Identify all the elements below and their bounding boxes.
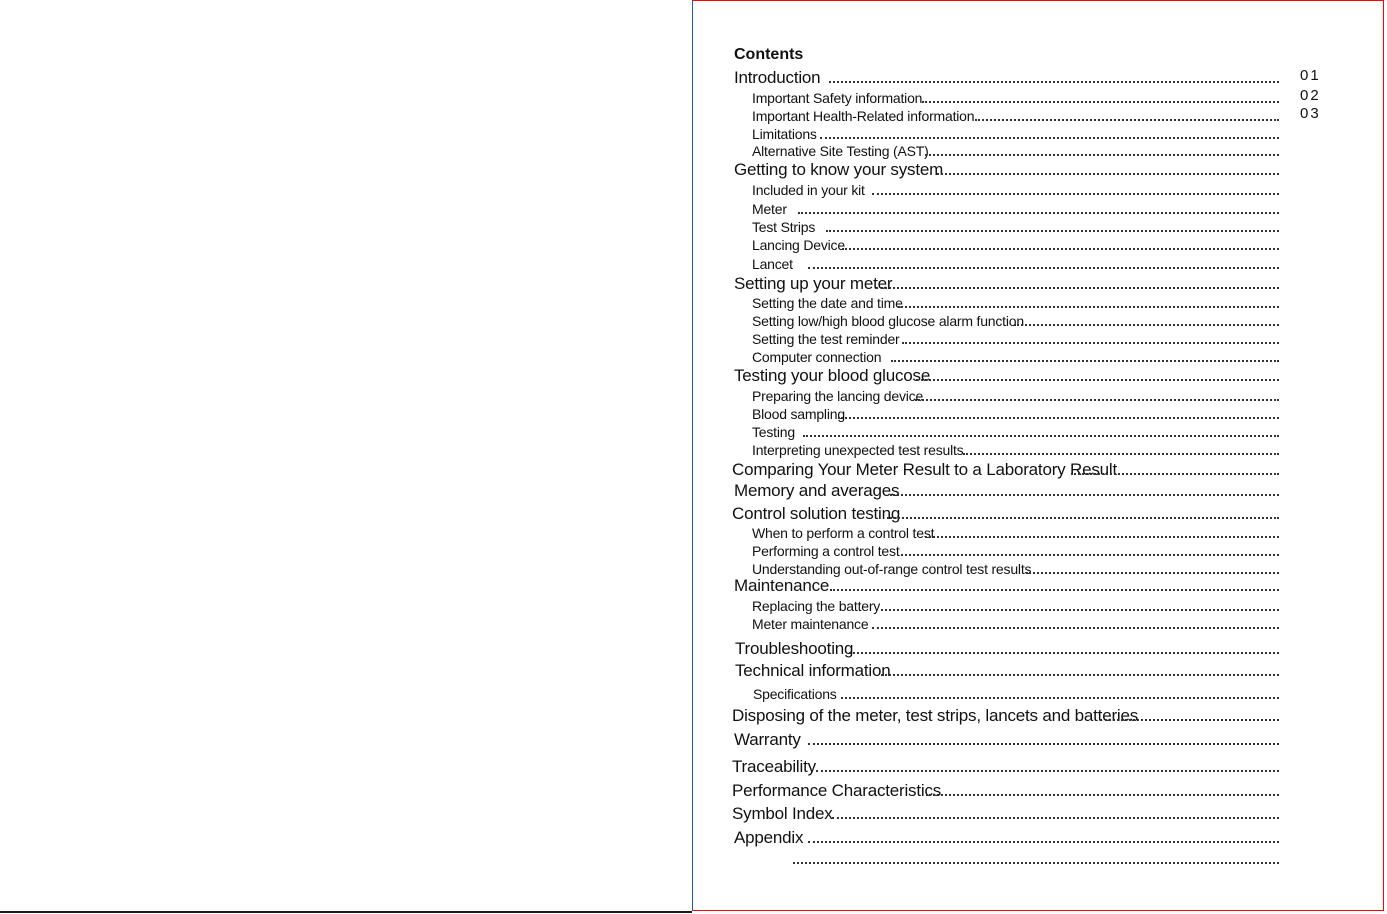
toc-entry-important-safety-information [752, 89, 1319, 107]
dot-leader [891, 348, 1279, 362]
toc-entry-label: Memory and averages [734, 481, 900, 500]
dot-leader [925, 524, 1279, 538]
toc-entry-label: Testing [752, 424, 795, 440]
dot-leader [890, 482, 1279, 496]
toc-entry-label: Maintenance [734, 576, 830, 595]
toc-entry-label: Setting up your meter [734, 274, 893, 293]
toc-entry-testing [752, 423, 1319, 441]
dot-leader [820, 125, 1279, 139]
dot-leader [832, 805, 1279, 819]
dot-leader [922, 89, 1279, 103]
dot-leader [872, 181, 1279, 195]
toc-entry-meter-maintenance [752, 615, 1319, 633]
toc-entry-setting-the-date-and-time [752, 294, 1319, 312]
toc-entry-comparing-your-meter-result-to-a-laboratory-result [732, 461, 1319, 479]
toc-entry-appendix [734, 829, 1319, 847]
toc-entry-label: Meter maintenance [752, 616, 869, 632]
dot-leader [849, 640, 1279, 654]
toc-entry-performing-a-control-test [752, 542, 1319, 560]
toc-entry-interpreting-unexpected-test-results [752, 441, 1319, 459]
toc-entry-label: Included in your kit [752, 182, 865, 198]
blank-left-page [0, 0, 692, 914]
toc-entry-setting-the-test-reminder [752, 330, 1319, 348]
dot-leader [830, 577, 1279, 591]
dot-leader [872, 615, 1279, 629]
toc-entry-label: Interpreting unexpected test results [752, 442, 964, 458]
toc-entry-technical-information [735, 662, 1319, 680]
toc-entry-label: Alternative Site Testing (AST) [752, 143, 929, 159]
toc-entry-disposing-of-the-meter-test-strips-lancets-and-batteries [732, 707, 1319, 725]
toc-entry-lancing-device [752, 236, 1319, 254]
toc-entry-label: Introduction [734, 68, 821, 87]
dot-leader [916, 367, 1279, 381]
toc-entry-label: Traceability [732, 757, 816, 776]
toc-entry-label: Performance Characteristics [732, 781, 942, 800]
contents-title: Contents [734, 46, 804, 63]
toc-entry-understanding-out-of-range-control-test-results [752, 560, 1319, 578]
toc-entry-label: Control solution testing [732, 504, 901, 523]
bottom-rule [0, 911, 692, 913]
dot-leader [975, 107, 1279, 121]
dot-leader [793, 850, 1279, 864]
toc-entry-blood-sampling [752, 405, 1319, 423]
toc-entry-alternative-site-testing-ast [752, 142, 1319, 160]
toc-entry-lancet [752, 255, 1319, 273]
toc-entry-replacing-the-battery [752, 597, 1319, 615]
toc-entry-label: Preparing the lancing device [752, 388, 924, 404]
toc-page-number: 03 [1300, 105, 1321, 122]
dot-leader [808, 731, 1279, 745]
dot-leader [901, 542, 1279, 556]
toc-entry-label: Disposing of the meter, test strips, lancets and batteries [732, 706, 1139, 725]
toc-entry-label: Setting the test reminder [752, 331, 900, 347]
toc-entry-label: Symbol Index [732, 804, 833, 823]
toc-entry-included-in-your-kit [752, 181, 1319, 199]
toc-entry-performance-characteristics [732, 782, 1319, 800]
toc-entry-label: Troubleshooting [735, 639, 854, 658]
toc-entry-control-solution-testing [732, 505, 1319, 523]
dot-leader [816, 758, 1279, 772]
toc-entry-important-health-related-information [752, 107, 1319, 125]
toc-entry-label: Limitations [752, 126, 817, 142]
toc-entry-memory-and-averages [734, 482, 1319, 500]
toc-entry-label: Computer connection [752, 349, 882, 365]
toc-entry-label: When to perform a control test [752, 525, 935, 541]
toc-entry-setting-up-your-meter [734, 275, 1319, 293]
toc-entry-label: Warranty [734, 730, 801, 749]
toc-entry-label: Lancet [752, 256, 793, 272]
toc-entry-limitations [752, 125, 1319, 143]
dot-leader [808, 255, 1279, 269]
dot-leader [826, 218, 1279, 232]
toc-entry-label: Performing a control test [752, 543, 900, 559]
toc-entry-setting-low-high-blood-glucose-alarm-function [752, 312, 1319, 330]
dot-leader [925, 142, 1279, 156]
toc-entry-test-strips [752, 218, 1319, 236]
toc-entry-label: Understanding out-of-range control test results [752, 561, 1032, 577]
toc-entry-label: Meter [752, 201, 787, 217]
toc-entry-label: Getting to know your system [734, 160, 944, 179]
dot-leader [915, 387, 1279, 401]
dot-leader [803, 423, 1279, 437]
dot-leader [926, 782, 1279, 796]
toc-entry-specifications [753, 685, 1319, 703]
toc-entry-introduction [734, 69, 1319, 87]
toc-entry-troubleshooting [735, 640, 1319, 658]
toc-entry-when-to-perform-a-control-test [752, 524, 1319, 542]
toc-entry-label: Test Strips [752, 219, 816, 235]
toc-page-number: 01 [1300, 67, 1321, 84]
dot-leader [798, 200, 1279, 214]
dot-leader [876, 275, 1279, 289]
dot-leader [838, 405, 1279, 419]
toc-entry-label: Setting low/high blood glucose alarm function [752, 313, 1024, 329]
toc-entry-meter [752, 200, 1319, 218]
dot-leader [937, 161, 1279, 175]
toc-entry-computer-connection [752, 348, 1319, 366]
dot-leader [963, 441, 1279, 455]
toc-entry-warranty [734, 731, 1319, 749]
toc-entry-symbol-index [732, 805, 1319, 823]
dot-leader [898, 294, 1279, 308]
toc-entry-label: Technical information [735, 661, 891, 680]
toc-entry-label: Blood sampling [752, 406, 845, 422]
toc-entry-label: Important Health-Related information [752, 108, 975, 124]
toc-entry-getting-to-know-your-system [734, 161, 1319, 179]
toc-entry-testing-your-blood-glucose [734, 367, 1319, 385]
toc-entry-label: Important Safety information [752, 90, 923, 106]
dot-leader [842, 236, 1279, 250]
dot-leader [1026, 560, 1279, 574]
toc-entry-traceability [732, 758, 1319, 776]
toc-entry-label: Setting the date and time [752, 295, 903, 311]
toc-entry-label: Lancing Device [752, 237, 845, 253]
dot-leader [1071, 461, 1279, 475]
dot-leader [829, 69, 1279, 83]
toc-page-number: 02 [1300, 87, 1321, 104]
toc-entry-maintenance [734, 577, 1319, 595]
dot-leader [841, 685, 1279, 699]
toc-entry-preparing-the-lancing-device [752, 387, 1319, 405]
dot-leader [887, 505, 1279, 519]
toc-entry-label: Comparing Your Meter Result to a Laboratory Result [732, 460, 1117, 479]
dot-leader [1014, 312, 1279, 326]
toc-entry-label: Specifications [753, 686, 837, 702]
dot-leader [902, 330, 1279, 344]
toc-entry-blank [734, 850, 1319, 868]
toc-entry-label: Testing your blood glucose [734, 366, 931, 385]
dot-leader [881, 662, 1279, 676]
dot-leader [881, 597, 1279, 611]
dot-leader [808, 829, 1279, 843]
toc-entry-label: Appendix [734, 828, 804, 847]
dot-leader [1100, 707, 1279, 721]
toc-entry-label: Replacing the battery [752, 598, 881, 614]
